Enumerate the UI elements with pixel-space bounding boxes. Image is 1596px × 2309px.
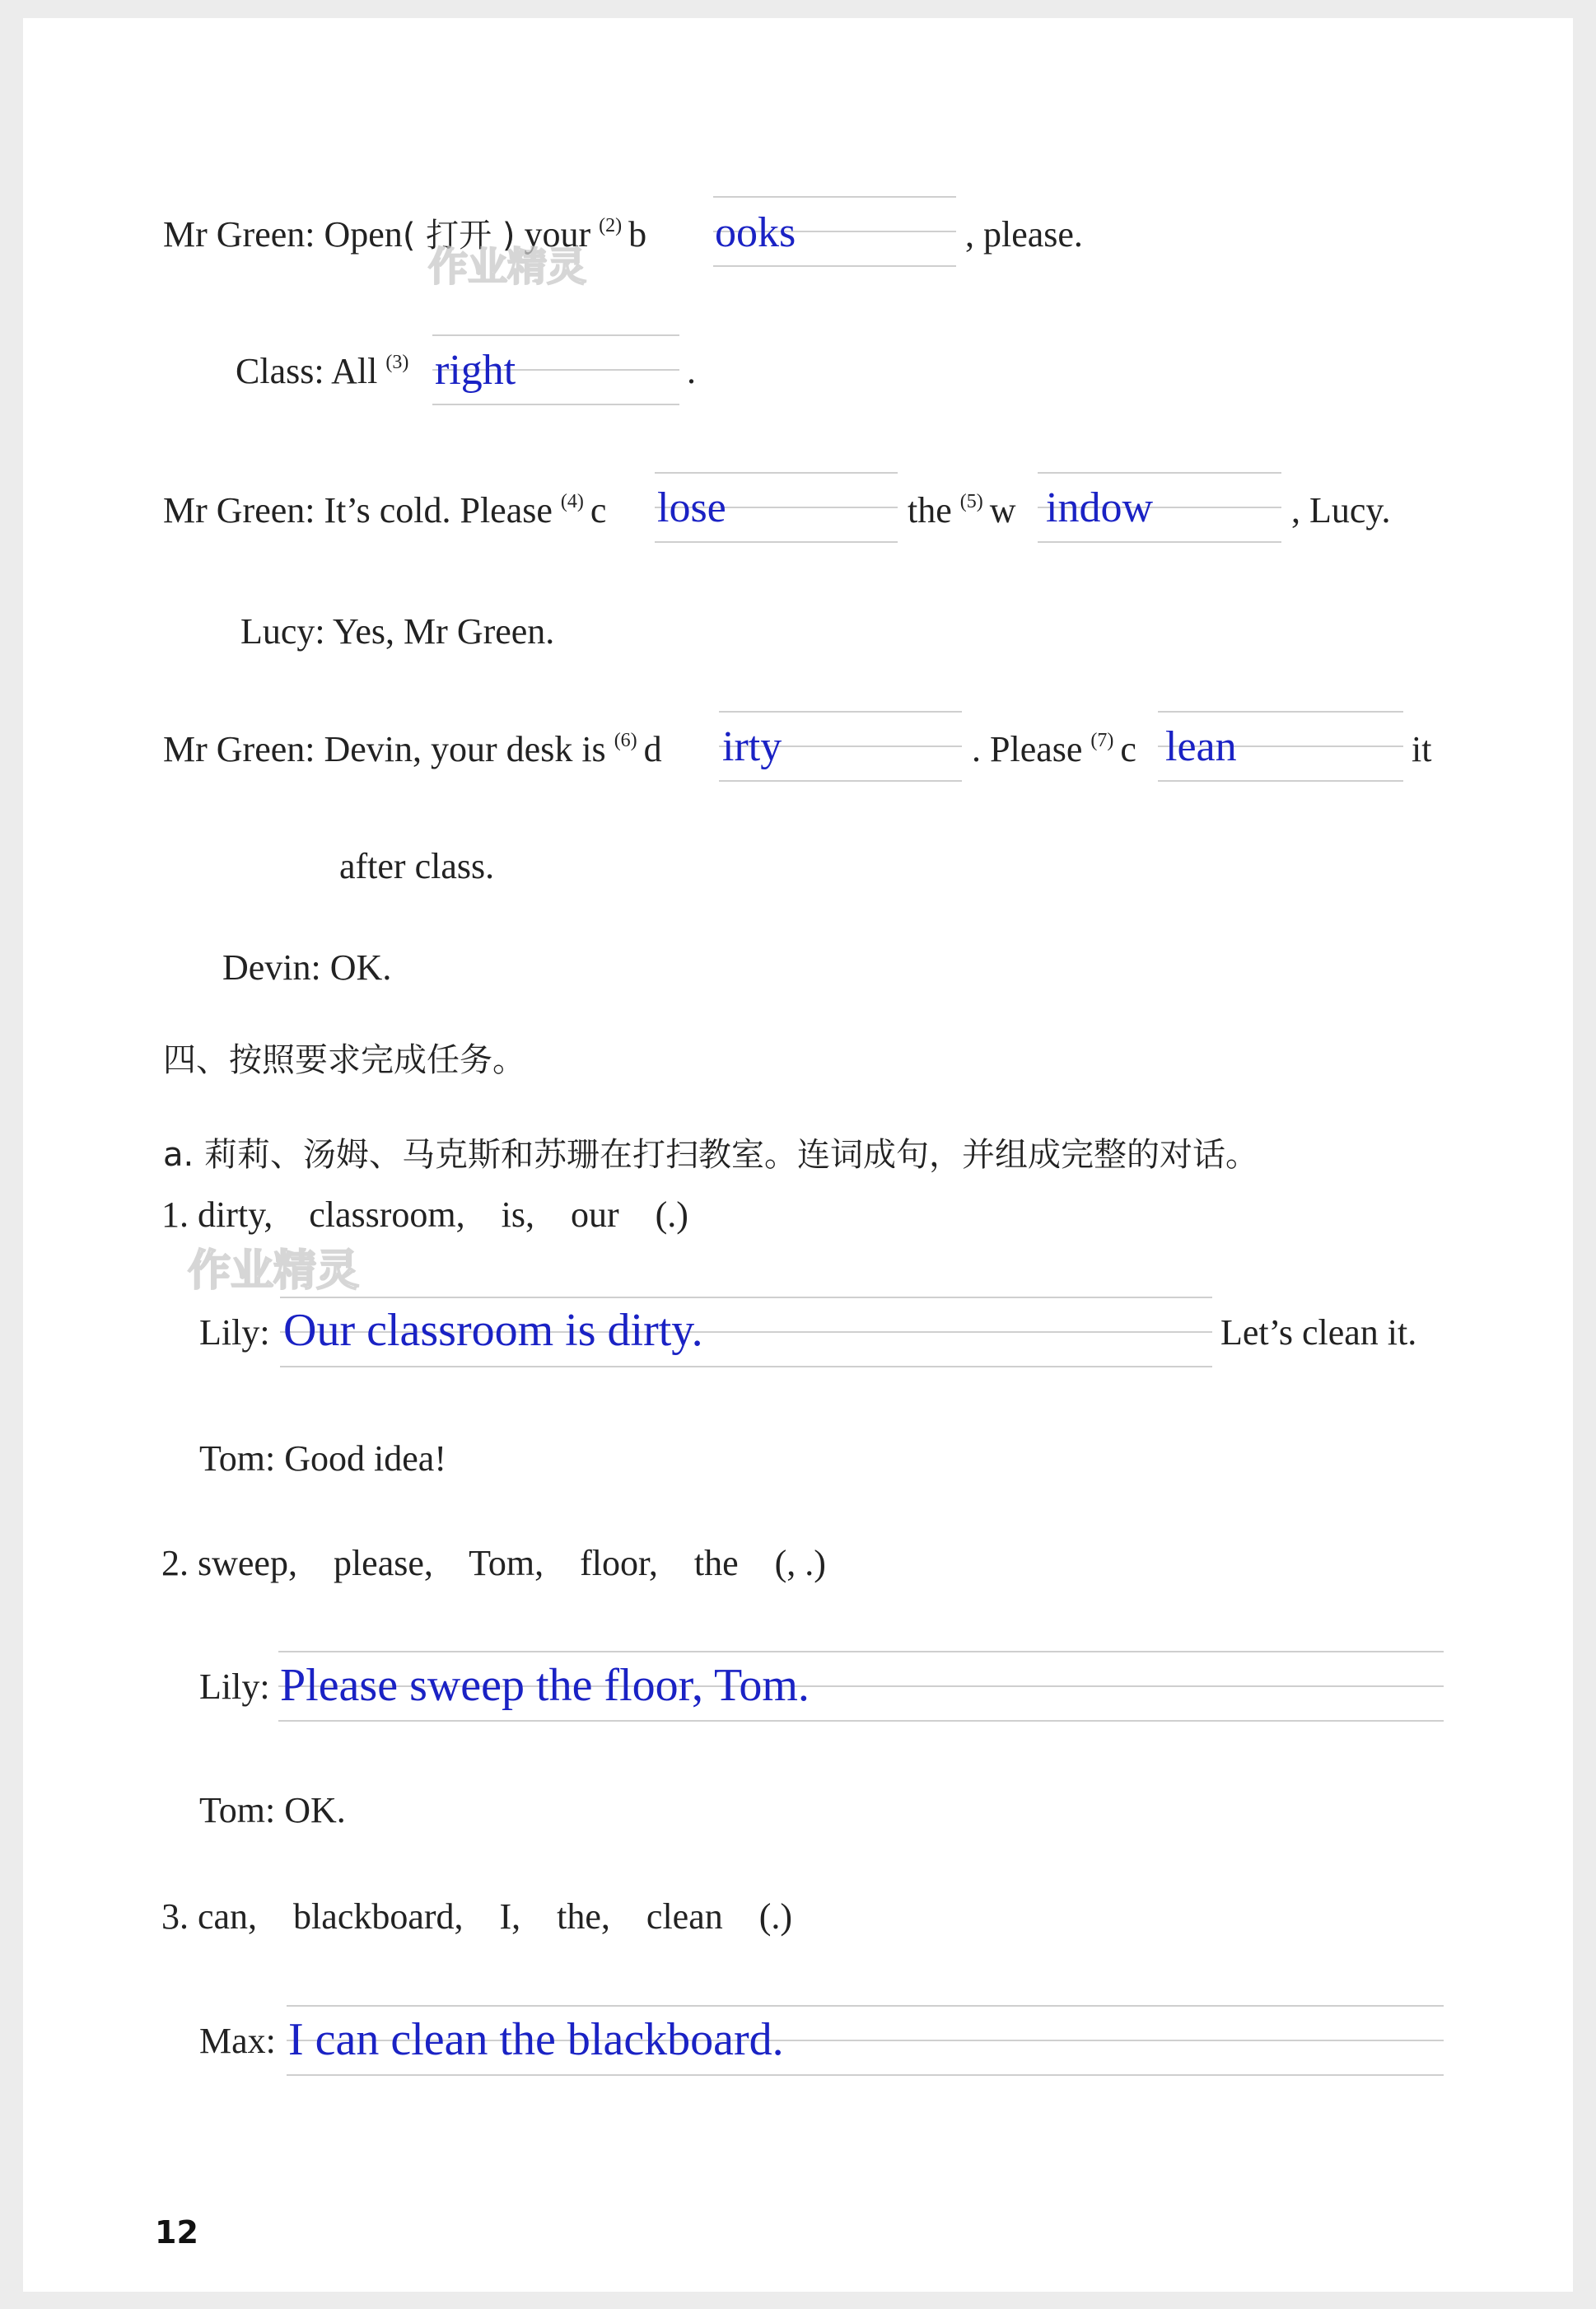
answer-2: ooks <box>715 209 796 256</box>
answer-q3: I can clean the blackboard. <box>288 2014 784 2065</box>
question-2-words: 2. sweep, please, Tom, floor, the (, .) <box>161 1543 826 1583</box>
watermark-1: 作业精灵 <box>428 244 587 290</box>
page-number: 12 <box>155 2214 198 2251</box>
dialogue-line-2-end: . <box>687 351 696 391</box>
dialogue-line-3-mid: the $^{(5)}$ w <box>908 490 1016 531</box>
dialogue-line-1-end: , please. <box>965 214 1083 255</box>
answer-4: lose <box>657 484 726 531</box>
question-2-speaker: Lily: <box>199 1666 270 1707</box>
dialogue-line-3: Mr Green: It’s cold. Please $^{(4)}$ c <box>163 490 607 531</box>
question-2-reply: Tom: OK. <box>199 1790 346 1830</box>
answer-7: lean <box>1165 723 1237 770</box>
watermark-2: 作业精灵 <box>188 1246 360 1296</box>
dialogue-line-5: Mr Green: Devin, your desk is $^{(6)}$ d <box>163 729 662 769</box>
answer-6: irty <box>722 723 782 770</box>
dialogue-line-2: Class: All $^{(3)}$ <box>236 351 409 391</box>
section-intro: a. 莉莉、汤姆、马克斯和苏珊在打扫教室。连词成句，并组成完整的对话。 <box>163 1136 1258 1174</box>
section-heading: 四、按照要求完成任务。 <box>163 1041 525 1079</box>
question-3-words: 3. can, blackboard, I, the, clean (.) <box>161 1896 793 1937</box>
question-1-after: Let’s clean it. <box>1220 1312 1417 1353</box>
dialogue-line-6: after class. <box>339 846 495 886</box>
dialogue-line-3-end: , Lucy. <box>1291 490 1391 531</box>
question-1-words: 1. dirty, classroom, is, our (.) <box>161 1194 688 1235</box>
question-1-speaker: Lily: <box>199 1312 270 1353</box>
question-1-reply: Tom: Good idea! <box>199 1438 446 1479</box>
question-3-speaker: Max: <box>199 2021 276 2061</box>
dialogue-line-4: Lucy: Yes, Mr Green. <box>240 611 555 652</box>
dialogue-line-1: Mr Green: Open( 打开 ) your $^{(2)}$ b <box>163 214 647 255</box>
dialogue-line-7: Devin: OK. <box>222 947 392 988</box>
answer-q1: Our classroom is dirty. <box>283 1305 703 1356</box>
dialogue-line-5-mid: . Please $^{(7)}$ c <box>972 729 1136 769</box>
answer-5: indow <box>1046 484 1153 531</box>
answer-q2: Please sweep the floor, Tom. <box>280 1660 810 1711</box>
dialogue-line-5-end: it <box>1412 729 1432 769</box>
answer-3: right <box>435 347 516 394</box>
